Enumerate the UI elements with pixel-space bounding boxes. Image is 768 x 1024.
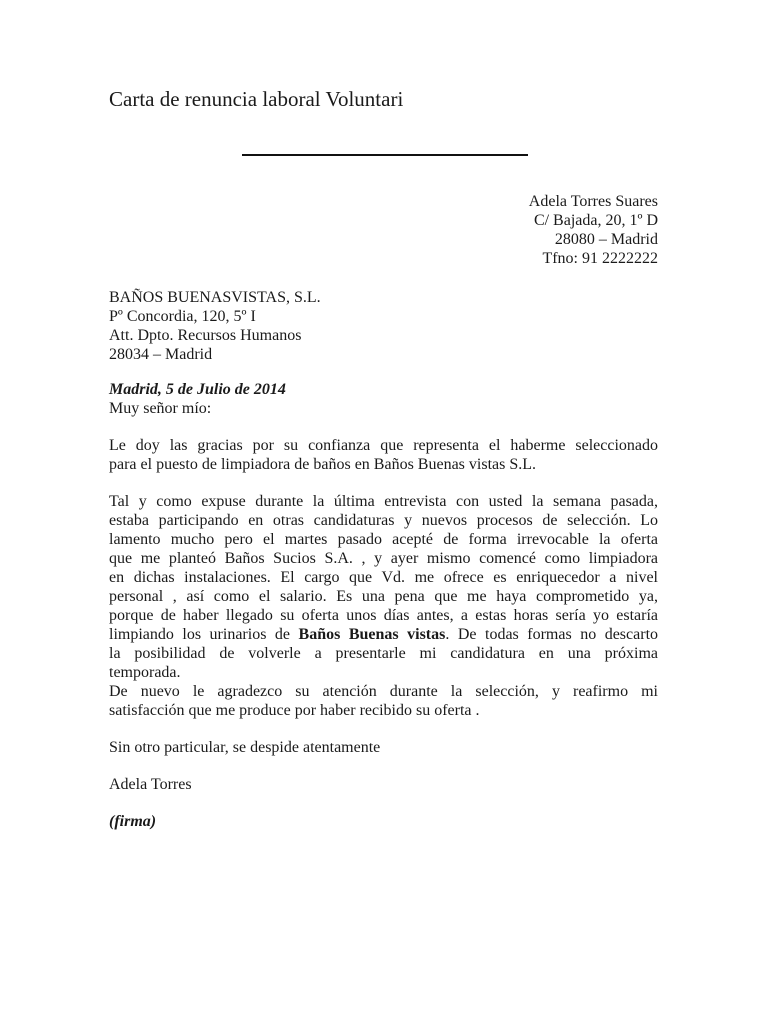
paragraph-line: lamento mucho pero el martes pasado acepté de forma irrevocable la oferta <box>109 531 658 548</box>
paragraph-gratitude <box>109 682 658 720</box>
recipient-company: BAÑOS BUENASVISTAS, S.L. <box>109 289 321 306</box>
sender-phone: Tfno: 91 2222222 <box>542 250 658 267</box>
paragraph-line: Tal y como expuse durante la última entrevista con usted la semana pasada, <box>109 493 658 510</box>
line-text-after: . De todas formas no descarto <box>445 626 659 643</box>
paragraph-line: satisfacción que me produce por haber recibido su oferta . <box>109 702 480 719</box>
paragraph-line: en dichas instalaciones. El cargo que Vd. me ofrece es enriquecedor a nivel <box>109 569 658 586</box>
letter-closing: Sin otro particular, se despide atentamente <box>109 739 381 756</box>
letter-date: Madrid, 5 de Julio de 2014 <box>109 381 286 398</box>
paragraph-line: temporada. <box>109 664 181 681</box>
paragraph-line: que me planteó Baños Sucios S.A. , y ayer mismo comencé como limpiadora <box>109 550 658 567</box>
paragraph-line: Le doy las gracias por su confianza que representa el haberme seleccionado <box>109 437 658 454</box>
signature-placeholder: (firma) <box>109 813 157 830</box>
recipient-city: 28034 – Madrid <box>109 346 213 363</box>
paragraph-line: personal , así como el salario. Es una pena que me haya comprometido ya, <box>109 588 658 605</box>
paragraph-line: porque de haber llegado su oferta unos días antes, a estas horas sería yo estaría <box>109 607 658 624</box>
company-name-bold: Baños Buenas vistas <box>298 626 446 643</box>
recipient-street: Pº Concordia, 120, 5º I <box>109 308 256 325</box>
paragraph-line: De nuevo le agradezco su atención durante la selección, y reafirmo mi <box>109 683 658 700</box>
paragraph-thanks <box>109 436 658 474</box>
paragraph-line: para el puesto de limpiadora de baños en Baños Buenas vistas S.L. <box>109 456 537 473</box>
line-text-before: limpiando los urinarios de <box>109 626 299 643</box>
title-underline <box>242 154 528 156</box>
paragraph-line: la posibilidad de volverle a presentarle mi candidatura en una próxima <box>109 645 658 662</box>
recipient-attention: Att. Dpto. Recursos Humanos <box>109 327 302 344</box>
signer-name: Adela Torres <box>109 776 192 793</box>
sender-city: 28080 – Madrid <box>554 231 658 248</box>
sender-address-block <box>529 192 658 268</box>
letter-greeting: Muy señor mío: <box>109 400 212 417</box>
recipient-address-block <box>109 288 321 364</box>
paragraph-explanation <box>109 492 658 682</box>
sender-street: C/ Bajada, 20, 1º D <box>533 212 658 229</box>
letter-title: Carta de renuncia laboral Voluntari <box>109 87 404 111</box>
paragraph-line: estaba participando en otras candidaturas y nuevos procesos de selección. Lo <box>109 512 658 529</box>
paragraph-line-with-bold <box>109 625 658 644</box>
sender-name: Adela Torres Suares <box>528 193 658 210</box>
